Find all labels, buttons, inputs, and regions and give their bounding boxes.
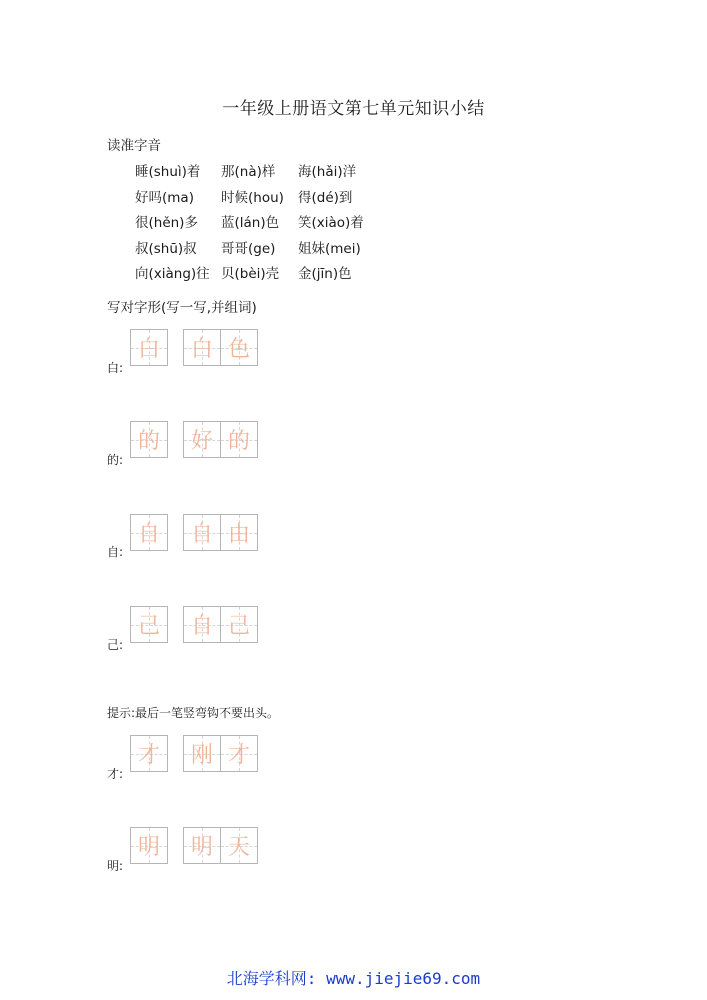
- writing-box: [183, 606, 221, 643]
- pinyin-item: 姐妹(mei): [298, 240, 361, 257]
- pinyin-row: [135, 237, 435, 263]
- writing-box: [220, 329, 258, 366]
- trace-character: 自: [190, 614, 213, 639]
- pinyin-item: 向(xiàng)往: [135, 266, 210, 282]
- pinyin-item: 贝(bèi)壳: [221, 266, 280, 282]
- trace-character: 好: [190, 429, 213, 454]
- writing-grid-word: [183, 606, 257, 643]
- writing-grid-single: [130, 606, 167, 643]
- writing-grid-single: [130, 329, 167, 366]
- pinyin-item: 金(jīn)色: [298, 266, 352, 282]
- pinyin-list: [135, 160, 435, 288]
- footer-site-link[interactable]: 北海学科网: www.jiejie69.com: [226, 969, 481, 988]
- practice-label: 的:: [107, 453, 124, 467]
- section-heading-pronunciation: 读准字音: [107, 138, 161, 154]
- writing-box: [183, 514, 221, 551]
- writing-box: [183, 329, 221, 366]
- writing-box: [130, 827, 168, 864]
- trace-character: 己: [137, 614, 160, 639]
- writing-box: [130, 606, 168, 643]
- writing-box: [220, 735, 258, 772]
- writing-box: [130, 329, 168, 366]
- trace-character: 己: [227, 614, 250, 639]
- writing-grid-single: [130, 421, 167, 458]
- trace-character: 自: [137, 522, 160, 547]
- pinyin-row: [135, 211, 435, 237]
- practice-label: 自:: [107, 545, 124, 559]
- writing-box: [183, 421, 221, 458]
- writing-grid-word: [183, 735, 257, 772]
- pinyin-item: 哥哥(ge): [221, 240, 276, 257]
- pinyin-item: 得(dé)到: [298, 189, 353, 206]
- section-heading-writing: 写对字形(写一写,并组词): [107, 300, 257, 316]
- pinyin-item: 很(hěn)多: [135, 215, 198, 231]
- pinyin-row: [135, 160, 435, 186]
- writing-grid-single: [130, 827, 167, 864]
- writing-box: [183, 735, 221, 772]
- pinyin-item: 笑(xiào)着: [298, 215, 364, 231]
- trace-character: 由: [227, 522, 250, 547]
- writing-box: [220, 606, 258, 643]
- writing-box: [220, 421, 258, 458]
- writing-box: [183, 827, 221, 864]
- writing-grid-word: [183, 329, 257, 366]
- writing-grid-word: [183, 827, 257, 864]
- writing-grid-word: [183, 514, 257, 551]
- hint-text: 提示:最后一笔竖弯钩不要出头。: [107, 706, 280, 720]
- pinyin-item: 蓝(lán)色: [221, 215, 280, 231]
- writing-box: [220, 514, 258, 551]
- trace-character: 刚: [190, 743, 213, 768]
- practice-label: 才:: [107, 767, 124, 781]
- trace-character: 白: [190, 337, 213, 362]
- trace-character: 明: [190, 835, 213, 860]
- practice-label: 白:: [107, 361, 124, 375]
- pinyin-item: 好吗(ma): [135, 189, 194, 206]
- writing-grid-single: [130, 735, 167, 772]
- writing-box: [130, 514, 168, 551]
- writing-box: [130, 421, 168, 458]
- trace-character: 明: [137, 835, 160, 860]
- writing-grid-word: [183, 421, 257, 458]
- trace-character: 才: [137, 743, 160, 768]
- pinyin-item: 海(hǎi)洋: [298, 164, 357, 180]
- trace-character: 自: [190, 522, 213, 547]
- writing-box: [220, 827, 258, 864]
- pinyin-row: [135, 262, 435, 288]
- practice-label: 己:: [107, 638, 124, 652]
- trace-character: 才: [227, 743, 250, 768]
- trace-character: 色: [227, 337, 250, 362]
- practice-label: 明:: [107, 859, 124, 873]
- trace-character: 的: [227, 429, 250, 454]
- trace-character: 的: [137, 429, 160, 454]
- pinyin-row: [135, 186, 435, 212]
- trace-character: 天: [227, 835, 250, 860]
- page-title: 一年级上册语文第七单元知识小结: [222, 99, 485, 119]
- trace-character: 白: [137, 337, 160, 362]
- writing-box: [130, 735, 168, 772]
- pinyin-item: 叔(shū)叔: [135, 240, 197, 257]
- pinyin-item: 那(nà)样: [221, 164, 276, 180]
- writing-grid-single: [130, 514, 167, 551]
- pinyin-item: 时候(hou): [221, 189, 284, 206]
- pinyin-item: 睡(shuì)着: [135, 164, 201, 180]
